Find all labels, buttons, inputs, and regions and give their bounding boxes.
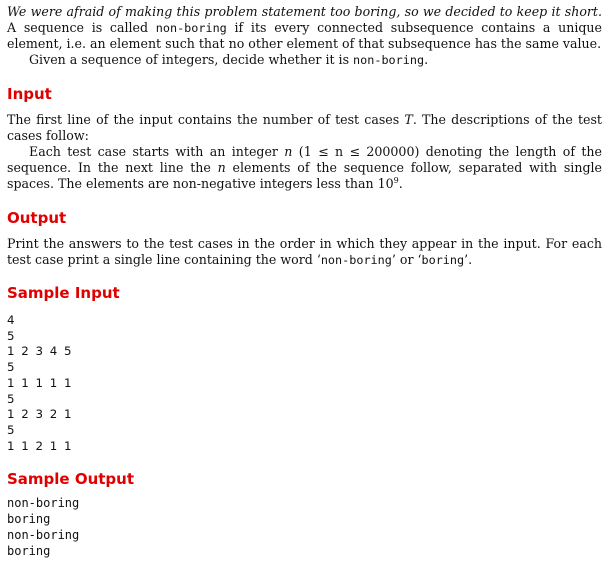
sample-output-line: boring (7, 512, 51, 527)
input-text-c: Each test case starts with an integer (29, 144, 285, 159)
n-range: (1 ≤ n ≤ 200000) (292, 144, 420, 159)
input-text-d: denoting the length of the sequence. In the next line the (7, 144, 602, 175)
input-paragraph-2 (7, 144, 602, 192)
term-non-boring: non-boring (155, 21, 227, 35)
exponent: 9 (393, 176, 399, 185)
problem-statement (7, 4, 602, 559)
sample-output-line: boring (7, 544, 51, 559)
intro-italic: We were afraid of making this problem statement too boring, so we decided to keep it short. (7, 4, 602, 19)
sample-input-line: 5 (7, 422, 17, 437)
input-text-a: The first line of the input contains the number of test cases (7, 112, 405, 127)
var-n-2: n (217, 160, 226, 175)
input-text-end: . (398, 176, 403, 191)
intro-question (7, 52, 602, 68)
sample-output-line: non-boring (7, 528, 80, 543)
sample-input-line: 5 (7, 328, 17, 343)
word-non-boring: non-boring (320, 253, 392, 267)
sample-output-line: non-boring (7, 496, 80, 511)
var-t: T (404, 112, 413, 127)
input-text-e: elements of the sequence follow, separated with single spaces. The elements are non-negative integers less than 10 (7, 160, 602, 191)
sample-input-line: 1 2 3 2 1 (7, 407, 74, 422)
input-heading: Input (7, 85, 52, 103)
question-end: . (424, 52, 429, 67)
sample-input-line: 1 2 3 4 5 (7, 344, 74, 359)
output-text-a: Print the answers to the test cases in the order in which they appear in the input. For each test case print a single line containing the word ‘ (7, 236, 602, 267)
term-non-boring-2: non-boring (353, 53, 425, 67)
output-text-b: ’ or ‘ (391, 252, 422, 267)
var-n: n (284, 144, 293, 159)
sample-input-block (7, 313, 602, 454)
word-boring: boring (421, 253, 465, 267)
input-line-1 (7, 112, 602, 144)
output-heading: Output (7, 209, 67, 227)
sample-input-line: 1 1 1 1 1 (7, 375, 74, 390)
intro-text: A sequence is called (7, 20, 156, 35)
sample-input-line: 1 1 2 1 1 (7, 438, 74, 453)
output-text-c: ’. (464, 252, 473, 267)
sample-input-line: 5 (7, 360, 17, 375)
intro-paragraph (7, 4, 602, 52)
sample-input-heading: Sample Input (7, 284, 120, 302)
input-text-b: . The descriptions of the test cases follow: (7, 112, 602, 143)
output-paragraph (7, 236, 602, 268)
sample-output-block (7, 495, 602, 559)
intro-text-cont: if its every connected subsequence contains a unique element, i.e. an element such that no other element of that subsequence has the same value. (7, 20, 602, 51)
sample-input-line: 5 (7, 391, 17, 406)
sample-output-heading: Sample Output (7, 470, 135, 489)
question-text: Given a sequence of integers, decide whether it is (29, 52, 354, 67)
sample-input-line: 4 (7, 313, 17, 327)
